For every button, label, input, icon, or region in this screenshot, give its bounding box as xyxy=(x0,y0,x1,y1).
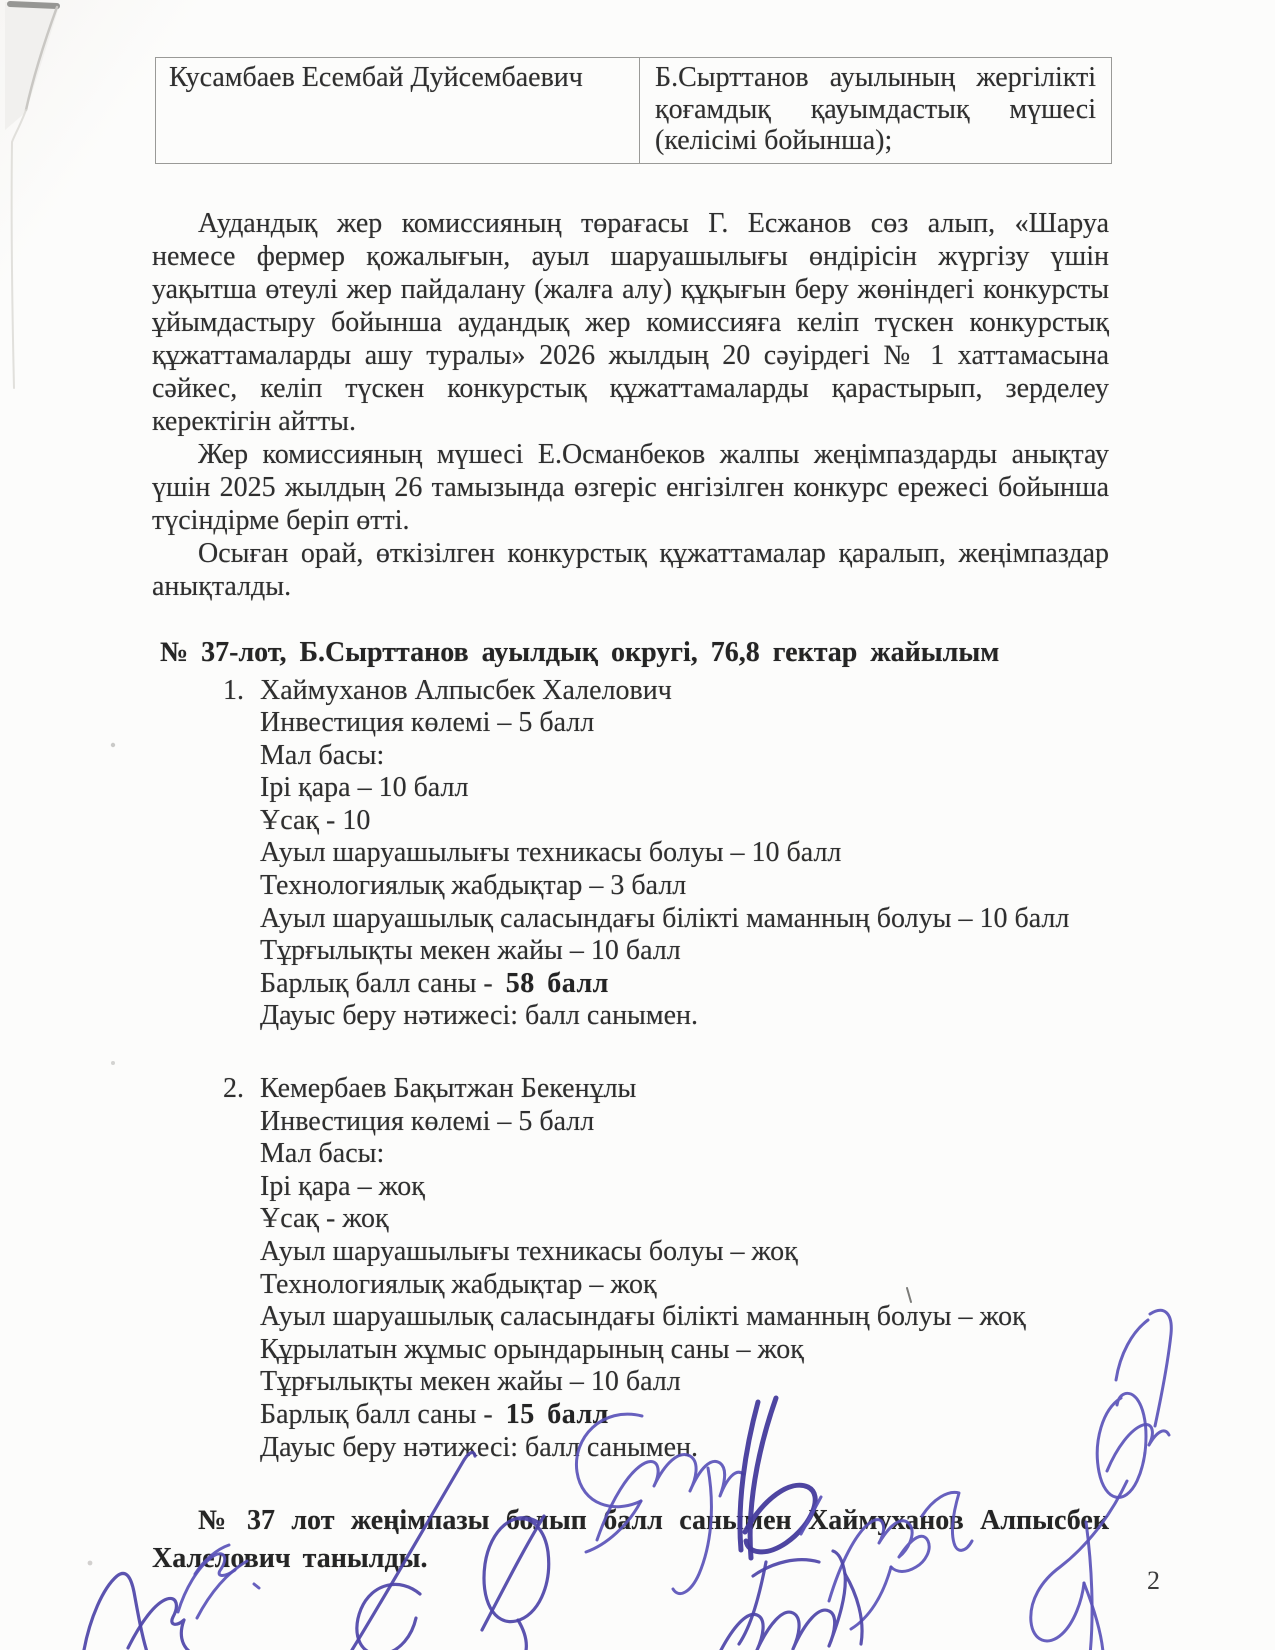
attendee-table xyxy=(155,57,1112,164)
attendee-role-line: қоғамдық қауымдастық мүшесі xyxy=(655,93,1096,125)
paragraph-line: керектігін айтты. xyxy=(152,405,356,437)
total-score-value: 58 балл xyxy=(505,967,609,999)
paragraph-winners-determined xyxy=(152,537,1109,603)
score-line: Тұрғылықты мекен жайы – 10 балл xyxy=(260,1366,681,1398)
paragraph-line: анықталды. xyxy=(152,570,292,602)
score-line: Ірі қара – жоқ xyxy=(260,1170,425,1202)
paragraph-commission-member xyxy=(152,438,1109,537)
score-line: Тұрғылықты мекен жайы – 10 балл xyxy=(260,935,681,967)
candidate-block-2 xyxy=(152,1073,1109,1464)
total-score-line xyxy=(260,968,1109,1001)
table-row xyxy=(156,58,1112,164)
candidate-name-line xyxy=(223,1073,1109,1106)
attendee-role-line: Б.Сырттанов ауылының жергілікті xyxy=(655,62,1096,93)
score-line: Инвестиция көлемі – 5 балл xyxy=(260,1105,595,1137)
winner-line: Халелович танылды. xyxy=(152,1543,428,1575)
paragraph-line: үшін 2025 жылдың 26 тамызында өзгеріс енгізілген конкурс ережесі бойынша xyxy=(152,471,1109,503)
score-line: Ұсақ - жоқ xyxy=(260,1203,389,1235)
document-content xyxy=(152,0,1109,1578)
attendee-name: Кусамбаев Есембай Дуйсембаевич xyxy=(169,62,583,93)
attendee-name-cell xyxy=(156,58,640,164)
score-line: Инвестиция көлемі – 5 балл xyxy=(260,707,595,739)
score-line: Ірі қара – 10 балл xyxy=(260,772,469,804)
winner-line: № 37 лот жеңімпазы болып балл санымен Хаймуханов Алпысбек xyxy=(198,1505,1109,1537)
score-line: Ұсақ - 10 xyxy=(260,804,371,836)
paragraph-line: Аудандық жер комиссияның төрағасы Г. Есжанов сөз алып, «Шаруа xyxy=(198,207,1109,239)
attendee-role-line: (келісімі бойынша); xyxy=(655,125,893,156)
paragraph-line: Жер комиссияның мүшесі Е.Османбеков жалпы жеңімпаздарды анықтау xyxy=(198,438,1109,470)
attendee-role-cell xyxy=(640,58,1112,164)
total-score-label: Барлық балл саны - xyxy=(260,1398,493,1430)
total-score-label: Барлық балл саны - xyxy=(260,967,493,999)
paragraph-line: немесе фермер қожалығын, ауыл шаруашылығы өндірісін жүргізу үшін xyxy=(152,240,1109,272)
winner-paragraph xyxy=(152,1502,1109,1578)
candidate-score-lines xyxy=(260,707,1109,968)
score-line: Технологиялық жабдықтар – 3 балл xyxy=(260,870,687,902)
candidate-block-1 xyxy=(152,675,1109,1034)
page-number: 2 xyxy=(1147,1566,1160,1595)
score-line: Мал басы: xyxy=(260,1138,385,1170)
paragraph-line: уақытша өтеулі жер пайдалану (жалға алу) құқығын беру жөніндегі конкурсты xyxy=(152,273,1109,305)
score-line: Құрылатын жұмыс орындарының саны – жоқ xyxy=(260,1333,804,1365)
candidate-number: 2. xyxy=(223,1073,244,1105)
score-line: Ауыл шаруашылығы техникасы болуы – 10 балл xyxy=(260,837,842,869)
lot-heading: № 37-лот, Б.Сырттанов ауылдық округі, 76,8 гектар жайылым xyxy=(160,636,1000,668)
vote-result-line: Дауыс беру нәтижесі: балл санымен. xyxy=(260,1000,698,1032)
candidate-name: Хаймуханов Алпысбек Халелович xyxy=(260,674,672,706)
score-line: Ауыл шаруашылығы техникасы болуы – жоқ xyxy=(260,1236,798,1267)
signature-ink-lambda xyxy=(84,1573,190,1650)
paragraph-line: сәйкес, келіп түскен конкурстық құжаттамаларды қарастырып, зерделеу xyxy=(152,372,1109,404)
paragraph-commission-chair xyxy=(152,207,1109,438)
candidate-number: 1. xyxy=(223,674,244,706)
paragraph-line: құжаттамаларды ашу туралы» 2026 жылдың 20 сәуірдегі № 1 хаттамасына xyxy=(152,339,1109,371)
score-line: Ауыл шаруашылық саласындағы білікті маманның болуы – жоқ xyxy=(260,1301,1026,1333)
total-score-value: 15 балл xyxy=(505,1398,609,1430)
score-line: Технологиялық жабдықтар – жоқ xyxy=(260,1268,657,1300)
total-score-line xyxy=(260,1399,1109,1432)
score-line: Мал басы: xyxy=(260,739,385,771)
paragraph-line: түсіндірме беріп өтті. xyxy=(152,504,410,536)
paragraph-line: Осыған орай, өткізілген конкурстық құжаттамалар қаралып, жеңімпаздар xyxy=(198,537,1109,569)
candidate-name: Кемербаев Бақытжан Бекенұлы xyxy=(260,1073,637,1105)
page-fold-artifact xyxy=(5,2,60,388)
candidate-score-lines xyxy=(260,1106,1109,1399)
paragraph-line: ұйымдастыру бойынша аудандық жер комиссияға келіп түскен конкурстық xyxy=(152,306,1109,338)
score-line: Ауыл шаруашылық саласындағы білікті маманның болуы – 10 балл xyxy=(260,902,1070,934)
candidate-name-line xyxy=(223,674,1109,708)
vote-result-line: Дауыс беру нәтижесі: балл санымен. xyxy=(260,1431,698,1463)
